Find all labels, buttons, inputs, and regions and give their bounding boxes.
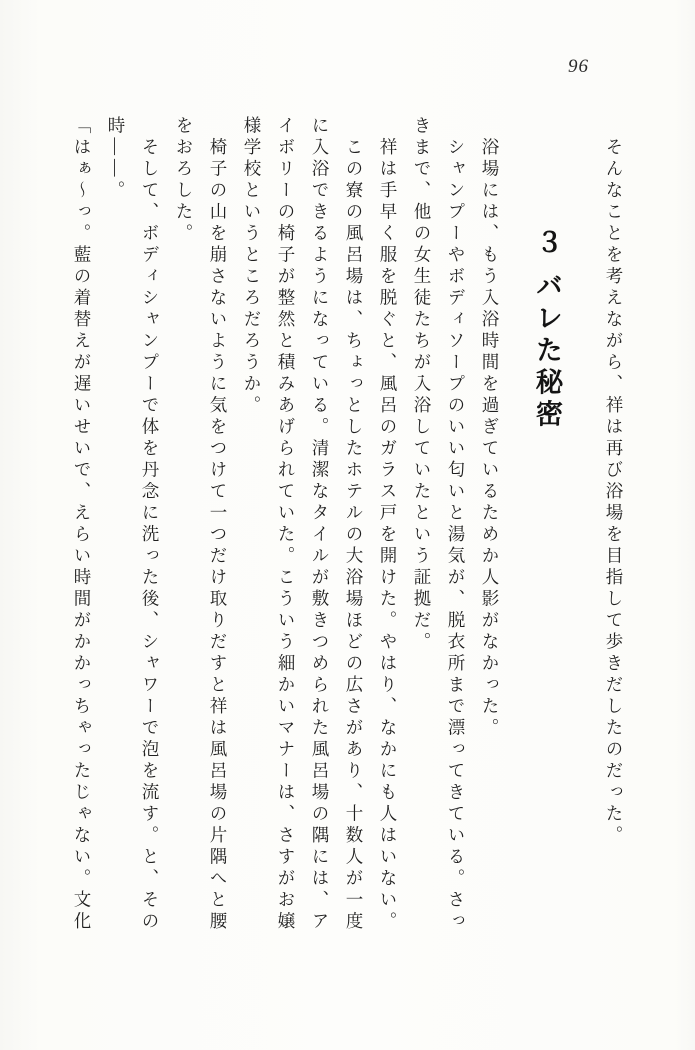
text-line: に入浴できるようになっている。清潔なタイルが敷きつめられた風呂場の隅には、ア [310,116,330,933]
text-line: 椅子の山を崩さないように気をつけて一つだけ取りだすと祥は風呂場の片隅へと腰 [208,116,228,933]
text-line: 「はぁ～っ。藍の着替えが遅いせいで、えらい時間がかかっちゃったじゃない。文化 [72,116,92,933]
text-line: この寮の風呂場は、ちょっとしたホテルの大浴場ほどの広さがあり、十数人が一度 [344,116,364,933]
text-line: をおろした。 [174,116,194,245]
text-line: 様学校というところだろうか。 [242,116,262,417]
text-line: 祥は手早く服を脱ぐと、風呂のガラス戸を開けた。やはり、なかにも人はいない。 [378,116,398,933]
text-line: イボリーの椅子が整然と積みあげられていた。こういう細かいマナーは、さすがお嬢 [276,116,296,933]
text-line: そんなことを考えながら、祥は再び浴場を目指して歩きだしたのだった。 [604,116,624,847]
text-line: そして、ボディシャンプーで体を丹念に洗った後、シャワーで泡を流す。と、その [140,116,160,933]
text-line: きまで、他の女生徒たちが入浴していたという証拠だ。 [412,116,432,654]
text-line: シャンプーやボディソープのいい匂いと湯気が、脱衣所まで漂ってきている。さっ [446,116,466,933]
vertical-text-block [65,116,631,948]
chapter-heading: ３ バレた秘密 [532,228,562,432]
text-line: 時――。 [106,116,126,202]
page-number: 96 [568,56,589,77]
text-line: 浴場には、もう入浴時間を過ぎているためか人影がなかった。 [480,116,500,740]
